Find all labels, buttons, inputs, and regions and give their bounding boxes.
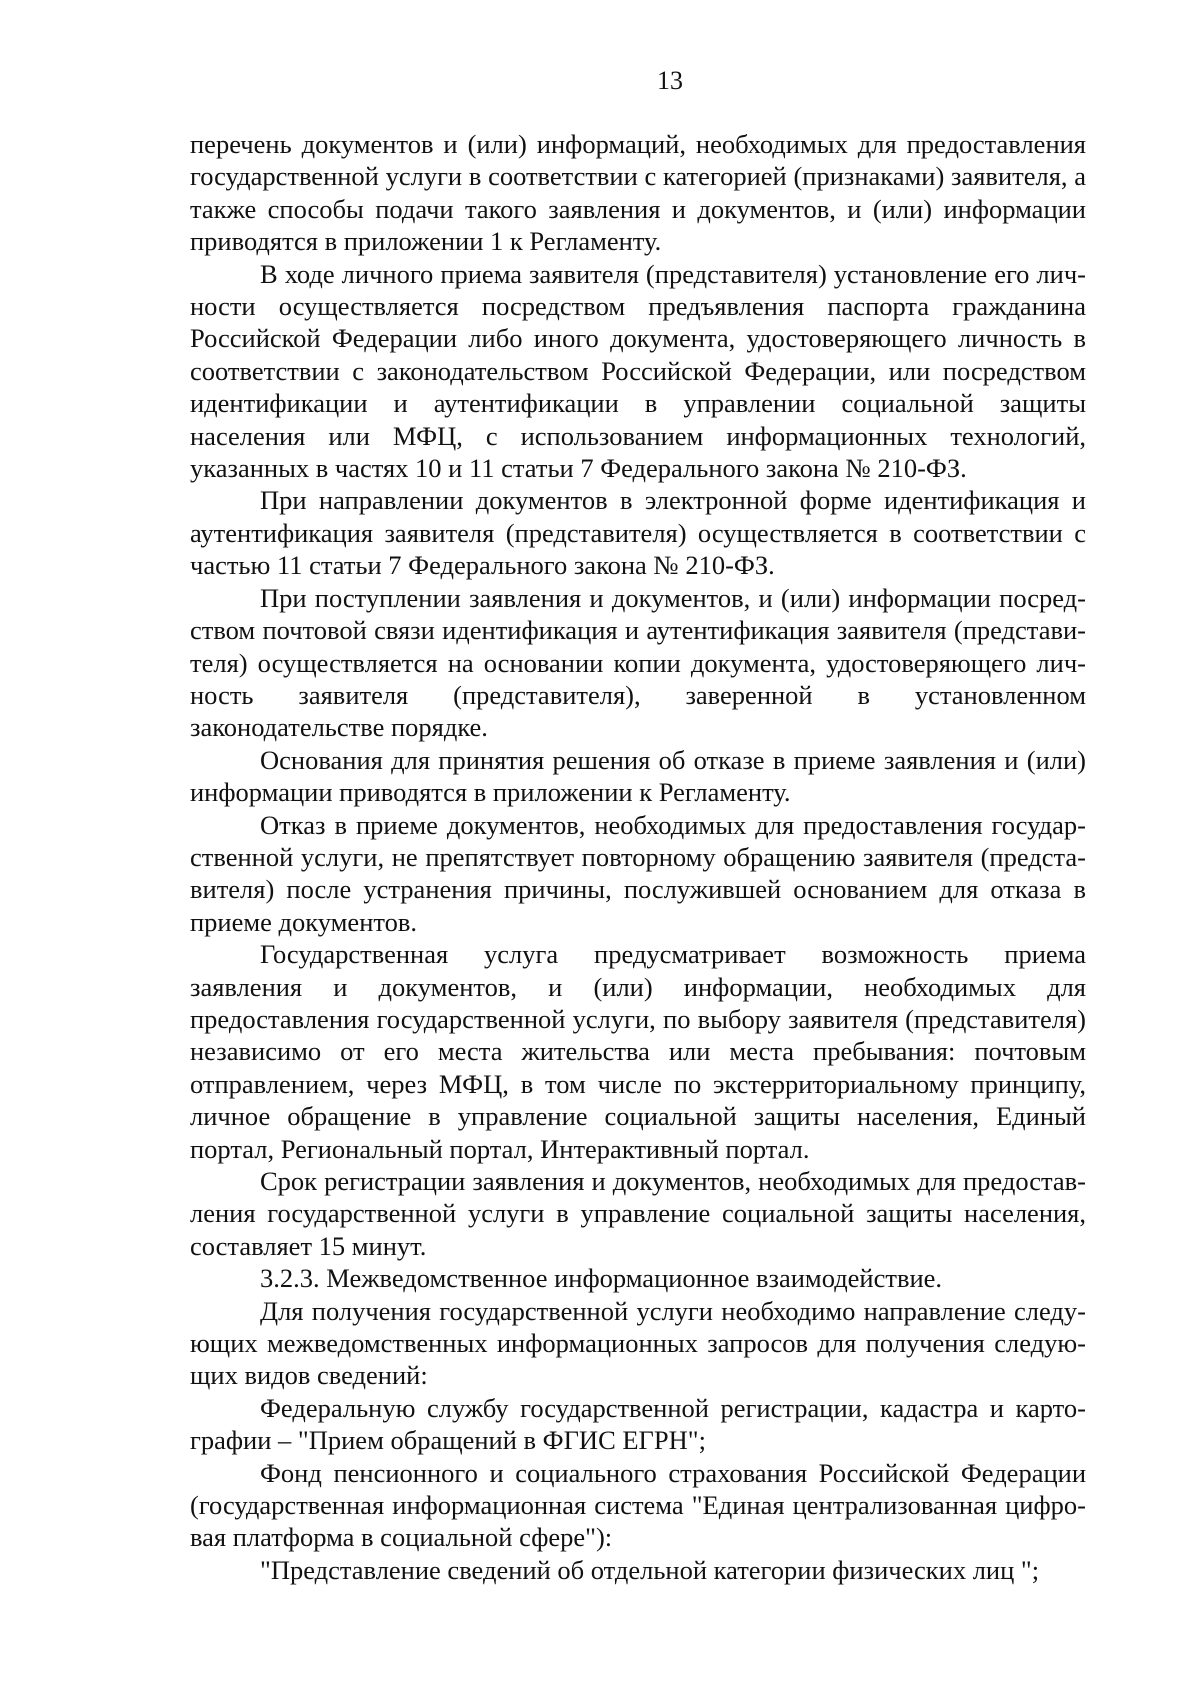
paragraph-refusal-grounds: Основания для принятия решения об отказе в приеме заявления и (или) информации приводятся в приложении к Регламенту. (190, 744, 1086, 808)
paragraph-electronic-submission: При направлении документов в электронной форме идентификация и аутентификация заявителя (представителя) осуществляется в соответствии с частью 11 статьи 7 Федерального закона № 210-ФЗ. (190, 485, 1086, 581)
paragraph-submission-options: Государственная услуга предусматривает возможность приема заявления и документов, и (или) информации, необходимых для предоставления государственной услуги, по выбору заявителя (представителя) независимо от его места жительства или места пребывания: почтовым отправлением, через МФЦ, в том числе по экстерриториальному принципу, личное обращение в управление социальной защиты населения, Единый портал, Региональный портал, Интерактивный портал. (190, 939, 1086, 1164)
paragraph-category-info: "Представление сведений об отдельной категории физических лиц "; (260, 1554, 1040, 1585)
paragraph-continuation: перечень документов и (или) информаций, необходимых для предоставления государственной услуги в соответствии с категорией (признаками) заявителя, а также способы подачи такого заявления и документов, и (или) информации приводятся в приложении 1 к Регламенту. (190, 129, 1086, 257)
paragraph-postal-submission: При поступлении заявления и документов, и (или) информации посредством почтовой связи идентификация и аутентификация заявителя (представителя) осуществляется на основании копии документа, удостоверяющего личность заявителя (представителя), заверенной в установленном законодательстве порядке. (190, 582, 1086, 743)
document-body (190, 128, 1086, 1586)
paragraph-interagency-requests: Для получения государственной услуги необходимо направление следующих межведомственных информационных запросов для получения следующих видов сведений: (190, 1295, 1086, 1391)
page-number: 13 (657, 66, 683, 95)
section-heading-3-2-3: 3.2.3. Межведомственное информационное взаимодействие. (260, 1263, 943, 1294)
paragraph-rosreestr: Федеральную службу государственной регистрации, кадастра и картографии – "Прием обращений в ФГИС ЕГРН"; (190, 1392, 1086, 1456)
paragraph-identity-verification: В ходе личного приема заявителя (представителя) установление его личности осуществляется посредством предъявления паспорта гражданина Российской Федерации либо иного документа, удостоверяющего личность в соответствии с законодательством Российской Федерации, или посредством идентификации и аутентификации в управлении социальной защиты населения или МФЦ, с использованием информационных технологий, указанных в частях 10 и 11 статьи 7 Федерального закона № 210-ФЗ. (190, 258, 1086, 484)
paragraph-pension-fund: Фонд пенсионного и социального страхования Российской Федерации (государственная информационная система "Единая централизованная цифровая платформа в социальной сфере"): (190, 1457, 1086, 1553)
paragraph-registration-term: Срок регистрации заявления и документов, необходимых для предоставления государственной услуги в управление социальной защиты населения, составляет 15 минут. (190, 1166, 1086, 1261)
paragraph-refusal-effect: Отказ в приеме документов, необходимых для предоставления государственной услуги, не препятствует повторному обращению заявителя (представителя) после устранения причины, послужившей основанием для отказа в приеме документов. (190, 809, 1086, 937)
